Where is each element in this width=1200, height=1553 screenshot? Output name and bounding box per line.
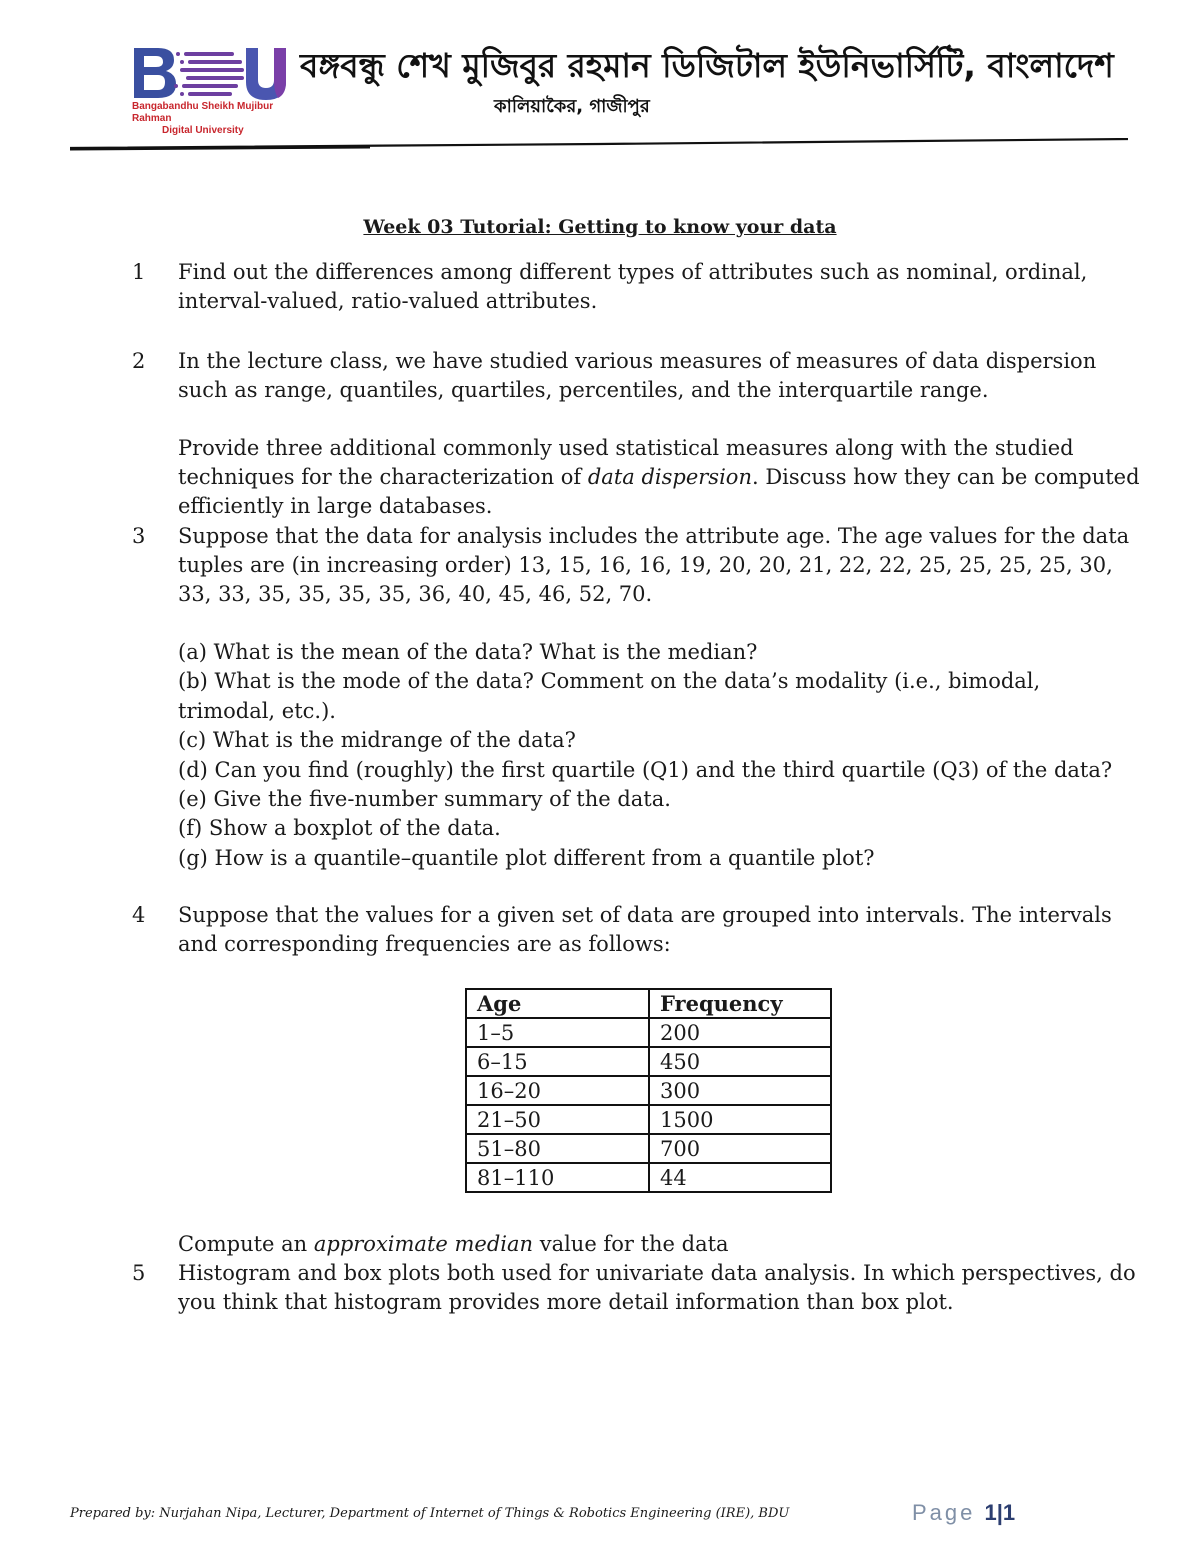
question-number: 4 [132, 903, 146, 927]
table-cell: 16–20 [466, 1076, 649, 1105]
question-line [178, 1230, 1128, 1259]
table-cell: 81–110 [466, 1163, 649, 1192]
table-cell: 200 [649, 1018, 831, 1047]
question-text [178, 901, 1128, 959]
table-cell: 450 [649, 1047, 831, 1076]
question-line: In the lecture class, we have studied various measures of measures of data dispersion [178, 349, 1097, 373]
question-line: and corresponding frequencies are as follows: [178, 932, 671, 956]
header-rule [70, 138, 1130, 152]
table-cell: 1–5 [466, 1018, 649, 1047]
column-header-age: Age [466, 989, 649, 1018]
page-number [912, 1500, 1015, 1526]
table-row [466, 1163, 831, 1192]
question-line: such as range, quantiles, quartiles, percentiles, and the interquartile range. [178, 378, 989, 402]
text-run: value for the data [533, 1232, 729, 1256]
university-logo [128, 44, 288, 136]
letterhead [0, 0, 1200, 160]
table-cell: 300 [649, 1076, 831, 1105]
question-line [178, 463, 1140, 492]
question-line: Provide three additional commonly used statistical measures along with the studied [178, 436, 1074, 460]
table-row [466, 1105, 831, 1134]
frequency-table [465, 988, 832, 1193]
page-label: Page [912, 1500, 976, 1525]
table-row [466, 1134, 831, 1163]
bdu-logo-icon [128, 44, 288, 102]
table-cell: 1500 [649, 1105, 831, 1134]
emphasis-text: approximate median [313, 1232, 534, 1256]
subquestion: (b) What is the mode of the data? Comment on the data’s modality (i.e., bimodal, [178, 669, 1041, 694]
subquestion: (g) How is a quantile–quantile plot different from a quantile plot? [178, 845, 875, 870]
question-line: efficiently in large databases. [178, 494, 493, 518]
question-line: tuples are (in increasing order) 13, 15, 16, 16, 19, 20, 20, 21, 22, 22, 25, 25, 25, 25, 30, [178, 553, 1113, 577]
question-line: Suppose that the data for analysis includes the attribute age. The age values for the data [178, 524, 1130, 548]
question-number: 1 [132, 260, 146, 284]
university-location: কালিয়াকৈর, গাজীপুর [494, 96, 650, 117]
subquestion: (d) Can you find (roughly) the first quartile (Q1) and the third quartile (Q3) of the data? [178, 757, 1113, 782]
table-row [466, 1018, 831, 1047]
table-cell: 6–15 [466, 1047, 649, 1076]
table-cell: 21–50 [466, 1105, 649, 1134]
subquestion: trimodal, etc.). [178, 698, 336, 723]
question-text [178, 1259, 1136, 1317]
subquestion: (e) Give the five-number summary of the data. [178, 787, 671, 812]
subquestion: (f) Show a boxplot of the data. [178, 816, 501, 841]
table-row [466, 1076, 831, 1105]
question-number: 2 [132, 349, 146, 373]
question-line: Histogram and box plots both used for univariate data analysis. In which perspectives, do [178, 1261, 1136, 1285]
question-line: Find out the differences among different types of attributes such as nominal, ordinal, [178, 260, 1088, 284]
question-text [178, 522, 1128, 873]
question-line: 33, 33, 35, 35, 35, 35, 36, 40, 45, 46, 52, 70. [178, 582, 653, 606]
question-text [178, 258, 1128, 316]
page-current: 1 [984, 1500, 997, 1525]
logo-caption [132, 101, 292, 137]
page-title: Week 03 Tutorial: Getting to know your data [363, 216, 837, 238]
table-cell: 51–80 [466, 1134, 649, 1163]
emphasis-text: data dispersion [587, 465, 752, 489]
column-header-frequency: Frequency [649, 989, 831, 1018]
logo-caption-line1: Bangabandhu Sheikh Mujibur Rahman [132, 101, 274, 124]
subquestion: (c) What is the midrange of the data? [178, 728, 576, 753]
footer-prepared-by: Prepared by: Nurjahan Nipa, Lecturer, Department of Internet of Things & Robotics Engineering (IRE), BDU [70, 1506, 790, 1521]
question-text [178, 1230, 1128, 1259]
text-run: . Discuss how they can be computed [751, 465, 1140, 489]
question-number: 3 [132, 524, 146, 548]
question-line: Suppose that the values for a given set of data are grouped into intervals. The intervals [178, 903, 1112, 927]
table-cell: 700 [649, 1134, 831, 1163]
text-run: techniques for the characterization of [178, 465, 588, 489]
question-number: 5 [132, 1261, 146, 1285]
university-name: বঙ্গবন্ধু শেখ মুজিবুর রহমান ডিজিটাল ইউনিভার্সিটি, বাংলাদেশ [300, 46, 1114, 85]
question-text [178, 347, 1140, 521]
table-cell: 44 [649, 1163, 831, 1192]
page-separator: | [996, 1500, 1003, 1525]
logo-caption-line2: Digital University [162, 125, 244, 136]
page-total: 1 [1002, 1500, 1016, 1525]
question-line: interval-valued, ratio-valued attributes. [178, 289, 598, 313]
text-run: Compute an [178, 1232, 314, 1256]
question-line: you think that histogram provides more detail information than box plot. [178, 1290, 954, 1314]
table-row [466, 1047, 831, 1076]
subquestion: (a) What is the mean of the data? What is the median? [178, 640, 758, 664]
table-header-row [466, 989, 831, 1018]
